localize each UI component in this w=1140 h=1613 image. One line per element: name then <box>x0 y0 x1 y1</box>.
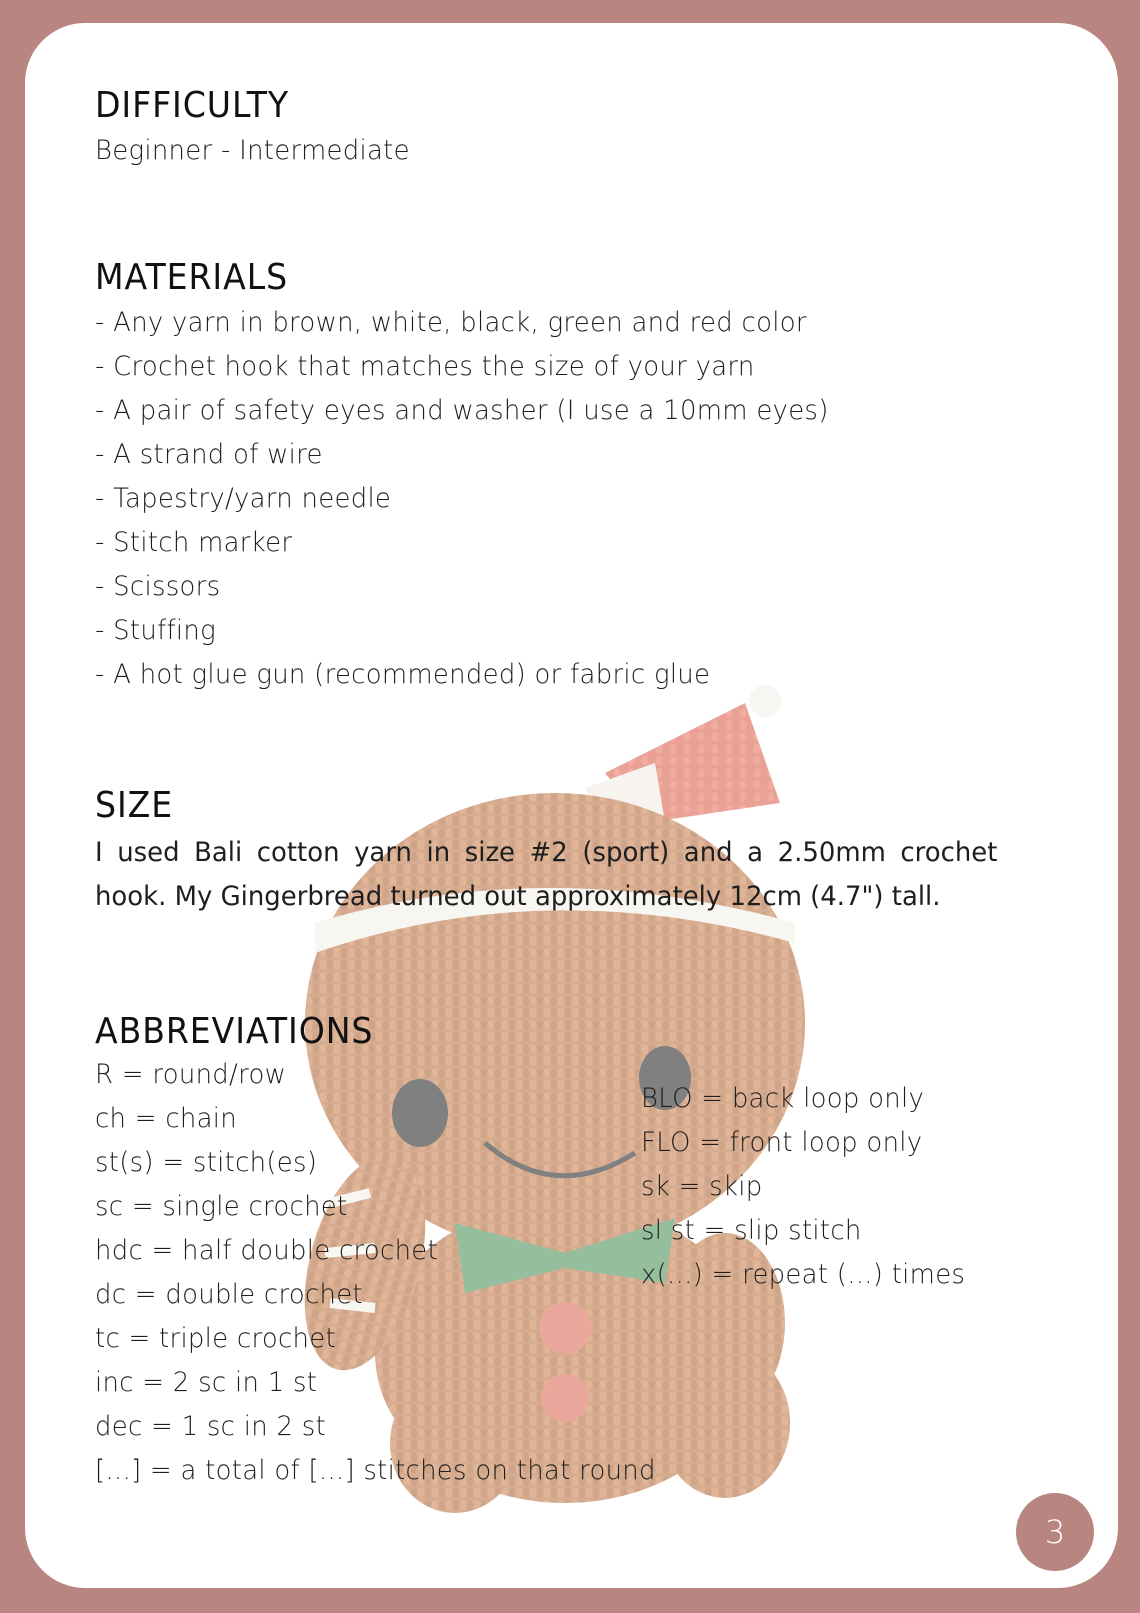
abbreviation-item: tc = triple crochet <box>95 1323 336 1354</box>
materials-item: - A hot glue gun (recommended) or fabric glue <box>95 659 711 690</box>
difficulty-value: Beginner - Intermediate <box>95 135 410 166</box>
materials-item: - A strand of wire <box>95 439 323 470</box>
page-content <box>25 23 1118 1588</box>
abbreviation-item: sl st = slip stitch <box>641 1215 862 1246</box>
size-description: I used Bali cotton yarn in size #2 (sport) and a 2.50mm crochet hook. My Gingerbread turned out approximately 12cm (4.7") tall. <box>95 837 998 912</box>
materials-item: - Stuffing <box>95 615 216 646</box>
page-number-badge <box>1016 1493 1094 1571</box>
abbreviation-item: dc = double crochet <box>95 1279 363 1310</box>
abbreviation-item: inc = 2 sc in 1 st <box>95 1367 318 1398</box>
difficulty-heading: DIFFICULTY <box>95 85 290 126</box>
abbreviation-item: FLO = front loop only <box>641 1127 923 1158</box>
materials-item: - Crochet hook that matches the size of your yarn <box>95 351 755 382</box>
abbreviation-item: hdc = half double crochet <box>95 1235 438 1266</box>
abbreviation-item: dec = 1 sc in 2 st <box>95 1411 327 1442</box>
abbreviation-item: x(...) = repeat (...) times <box>641 1259 966 1290</box>
materials-item: - Stitch marker <box>95 527 293 558</box>
materials-item: - Any yarn in brown, white, black, green and red color <box>95 307 807 338</box>
page-number: 3 <box>1044 1513 1066 1551</box>
materials-heading: MATERIALS <box>95 257 289 298</box>
abbreviation-item: sk = skip <box>641 1171 763 1202</box>
size-heading: SIZE <box>95 785 174 826</box>
materials-item: - Tapestry/yarn needle <box>95 483 392 514</box>
abbreviation-item: [...] = a total of [...] stitches on that round <box>95 1455 656 1486</box>
abbreviations-heading: ABBREVIATIONS <box>95 1011 374 1052</box>
abbreviation-item: st(s) = stitch(es) <box>95 1147 318 1178</box>
abbreviation-item: BLO = back loop only <box>641 1083 925 1114</box>
abbreviation-item: sc = single crochet <box>95 1191 348 1222</box>
materials-item: - Scissors <box>95 571 221 602</box>
abbreviation-item: R = round/row <box>95 1059 287 1090</box>
abbreviation-item: ch = chain <box>95 1103 237 1134</box>
materials-item: - A pair of safety eyes and washer (I use a 10mm eyes) <box>95 395 829 426</box>
document-page <box>25 23 1118 1588</box>
